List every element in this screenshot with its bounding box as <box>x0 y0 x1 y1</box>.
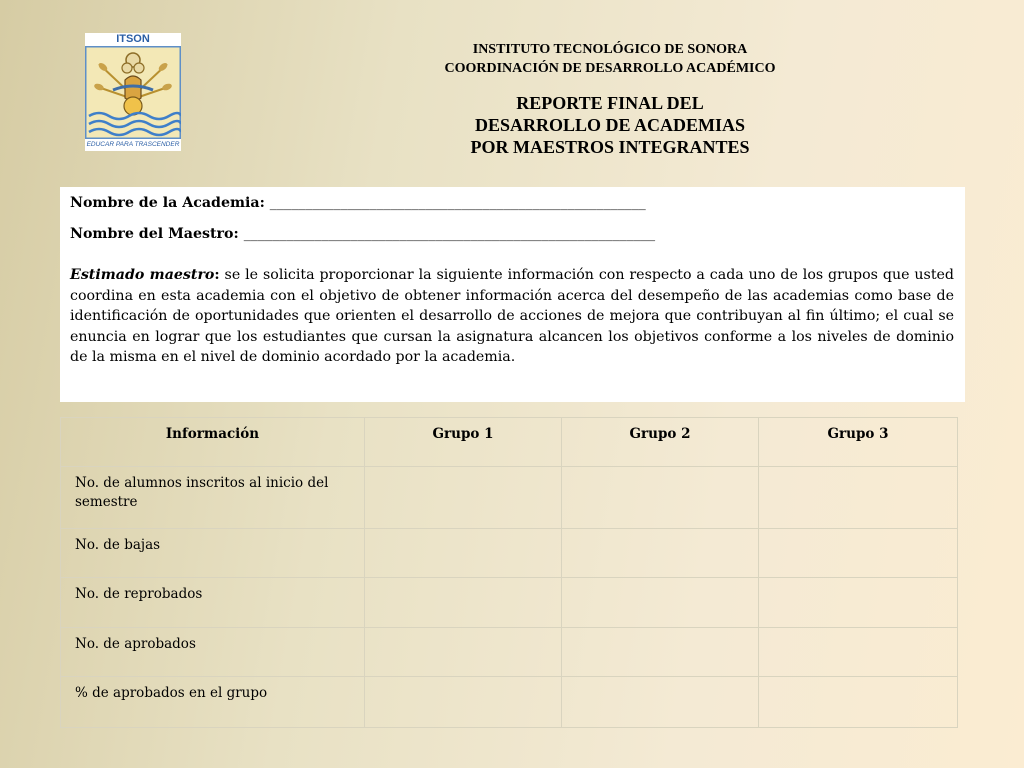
table-header-row <box>61 418 958 467</box>
document-header <box>330 40 890 158</box>
report-title-line-2: DESARROLLO DE ACADEMIAS <box>474 115 746 135</box>
cell-grupo-2[interactable] <box>562 628 759 677</box>
header-informacion: Información <box>61 418 365 467</box>
row-label-aprobados: No. de aprobados <box>61 628 365 677</box>
academia-blank[interactable]: _____________________________________________________ <box>269 195 646 211</box>
cell-grupo-2[interactable] <box>562 529 759 578</box>
cell-grupo-3[interactable] <box>759 529 958 578</box>
report-title <box>330 92 890 158</box>
cell-grupo-3[interactable] <box>759 628 958 677</box>
table-row <box>61 578 958 628</box>
table-row <box>61 467 958 529</box>
cell-grupo-1[interactable] <box>365 628 562 677</box>
cell-grupo-2[interactable] <box>562 467 759 529</box>
cell-grupo-3[interactable] <box>759 677 958 728</box>
instructions-lead: Estimado maestro <box>70 267 215 283</box>
maestro-label: Nombre del Maestro: <box>70 225 239 242</box>
instructions-colon: : <box>214 267 220 283</box>
group-info-table <box>60 417 958 728</box>
cell-grupo-1[interactable] <box>365 677 562 728</box>
institution-name: INSTITUTO TECNOLÓGICO DE SONORA <box>472 42 748 57</box>
academia-label: Nombre de la Academia: <box>70 195 265 211</box>
table-row <box>61 677 958 728</box>
header-grupo-1: Grupo 1 <box>365 418 562 467</box>
itson-logo <box>85 33 181 151</box>
cell-grupo-2[interactable] <box>562 578 759 628</box>
maestro-blank[interactable]: __________________________________________________________ <box>243 225 656 242</box>
table-row <box>61 529 958 578</box>
cell-grupo-1[interactable] <box>365 578 562 628</box>
instructions-paragraph <box>70 265 954 368</box>
maestro-field[interactable] <box>70 224 954 245</box>
report-title-line-1: REPORTE FINAL DEL <box>516 93 704 113</box>
instructions-text: se le solicita proporcionar la siguiente información con respecto a cada uno de los grupos que usted coordina en esta academia con el objetivo de obtener información acerca del desempeño de las academias como base de identificación de oportunidades que orienten el desarrollo de acciones de mejora que contribuyan al fin último; el cual se enuncia en lograr que los estudiantes que cursan la asignatura alcancen los objetivos conforme a los niveles de dominio de la misma en el nivel de dominio acordado por la academia. <box>70 267 955 365</box>
cell-grupo-3[interactable] <box>759 467 958 529</box>
logo-motto: EDUCAR PARA TRASCENDER <box>85 139 181 151</box>
cell-grupo-3[interactable] <box>759 578 958 628</box>
row-label-bajas: No. de bajas <box>61 529 365 578</box>
table-row <box>61 628 958 677</box>
coordination-name: COORDINACIÓN DE DESARROLLO ACADÉMICO <box>444 61 776 76</box>
row-label-inscritos: No. de alumnos inscritos al inicio del semestre <box>61 467 365 529</box>
row-label-porcentaje: % de aprobados en el grupo <box>61 677 365 728</box>
row-label-reprobados: No. de reprobados <box>61 578 365 628</box>
cell-grupo-1[interactable] <box>365 529 562 578</box>
cell-grupo-1[interactable] <box>365 467 562 529</box>
header-grupo-2: Grupo 2 <box>562 418 759 467</box>
logo-top-text: ITSON <box>85 33 181 46</box>
cell-grupo-2[interactable] <box>562 677 759 728</box>
academia-field[interactable] <box>70 193 954 214</box>
form-box <box>60 187 965 402</box>
report-title-line-3: POR MAESTROS INTEGRANTES <box>470 137 750 157</box>
itson-crest-icon <box>85 46 181 139</box>
header-grupo-3: Grupo 3 <box>759 418 958 467</box>
